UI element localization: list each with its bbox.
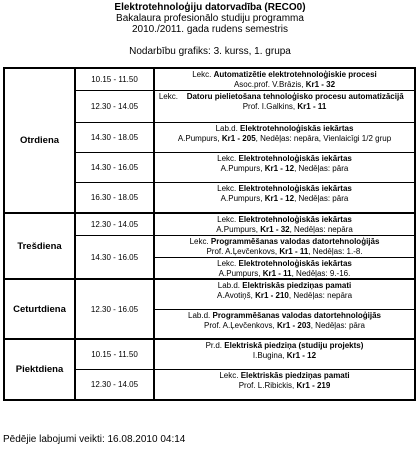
day-name: Trešdiena [5, 214, 76, 278]
class-type: Pr.d. [205, 341, 223, 350]
class-subject: Elektrotehnoloģiskās iekārtas [238, 154, 352, 163]
class-entry [155, 309, 414, 338]
class-room: Kr1 - 210 [255, 290, 289, 300]
semester: 2010./2011. gada rudens semestris [131, 24, 289, 35]
class-entry [155, 236, 414, 257]
class-room: Kr1 - 11 [279, 246, 309, 256]
class-weeks: , Nedēļas: pāra [310, 320, 365, 330]
slot-time: 16.30 - 18.05 [76, 183, 155, 212]
class-entry [155, 370, 414, 399]
time-slot [76, 340, 414, 370]
slot-time: 12.30 - 16.05 [76, 280, 155, 338]
class-entry [155, 91, 414, 122]
class-room: Kr1 - 32 [260, 224, 290, 234]
class-entry [155, 280, 414, 309]
class-weeks: , Nedēļas: nepāra [289, 224, 353, 234]
class-type: Lekc. [192, 70, 212, 79]
schedule-table [3, 67, 416, 401]
class-type: Lekc. [217, 184, 237, 193]
class-entry [155, 257, 414, 278]
class-room: Kr1 - 32 [305, 79, 336, 89]
class-room: Kr1 - 219 [296, 380, 331, 390]
class-type: Lekc. [219, 371, 239, 380]
time-slot [76, 123, 414, 153]
class-subject: Elektrotehnoloģiskās iekārtas [240, 124, 354, 133]
class-entry [155, 69, 414, 90]
class-weeks: , Nedēļas: 1.-8. [308, 246, 363, 256]
day-tuesday [5, 69, 414, 214]
class-lecturer: Prof. A.Ļevčenkovs, [206, 246, 278, 256]
class-type: Lab.d. [217, 281, 241, 290]
class-entry [155, 153, 414, 182]
slot-time: 12.30 - 14.05 [76, 370, 155, 399]
class-subject: Datoru pielietošana tehnoloģisko procesu automatizācijā [186, 92, 404, 101]
class-type: Lekc. [217, 215, 237, 224]
class-entry [155, 123, 414, 152]
slot-time: 12.30 - 14.05 [76, 91, 155, 122]
class-lecturer: I.Bugina, [252, 350, 285, 360]
class-subject: Automatizētie elektrotehnoloģiskie procesi [213, 70, 377, 79]
slot-time: 10.15 - 11.50 [76, 340, 155, 369]
time-slot [76, 370, 414, 399]
class-room: Kr1 - 12 [286, 350, 317, 360]
slot-time: 14.30 - 16.05 [76, 236, 155, 278]
day-name: Ceturtdiena [5, 280, 76, 338]
class-room: Kr1 - 12 [264, 193, 295, 203]
class-lecturer: Asoc.prof. V.Brāzis, [233, 79, 304, 89]
class-lecturer: A.Pumpurs, [218, 268, 261, 278]
class-subject: Elektrotehnoloģiskās iekārtas [238, 259, 352, 268]
day-name: Otrdiena [5, 69, 76, 212]
schedule-title: Elektrotehnoloģiju datorvadība (RECO0) [114, 2, 306, 13]
class-weeks: , Nedēļas: 9.-16. [291, 268, 351, 278]
time-slot [76, 91, 414, 123]
class-weeks: , Nedēļas: pāra [294, 163, 349, 173]
class-subject: Elektriskās piedziņas pamati [242, 281, 352, 290]
last-modified: Pēdējie labojumi veikti: 16.08.2010 04:14 [3, 434, 186, 445]
class-subject: Programmēšanas valodas datortehnoloģijās [212, 311, 381, 320]
class-lecturer: Prof. I.Galkins, [242, 101, 296, 111]
time-slot [76, 69, 414, 91]
slot-time: 14.30 - 16.05 [76, 153, 155, 182]
day-friday [5, 340, 414, 399]
class-subject: Programmēšanas valodas datortehnoloģijās [210, 237, 380, 246]
slot-time: 12.30 - 14.05 [76, 214, 155, 235]
class-lecturer: A.Avotiņš, [216, 290, 253, 300]
class-subject: Elektriskās piedziņas pamati [240, 371, 350, 380]
class-room: Kr1 - 203 [276, 320, 311, 330]
day-name: Piektdiena [5, 340, 76, 399]
class-room: Kr1 - 11 [297, 101, 327, 111]
class-entry [155, 183, 414, 212]
time-slot [76, 214, 414, 236]
class-lecturer: A.Pumpurs, [220, 163, 263, 173]
class-subject: Elektrotehnoloģiskās iekārtas [238, 215, 352, 224]
class-room: Kr1 - 11 [262, 268, 292, 278]
time-slot [76, 280, 414, 338]
class-room: Kr1 - 12 [264, 163, 295, 173]
class-subject: Elektriskā piedziņa (studiju projekts) [224, 341, 364, 350]
class-lecturer: A.Pumpurs, [177, 133, 220, 143]
class-lecturer: A.Pumpurs, [216, 224, 259, 234]
class-entry [155, 214, 414, 235]
class-subject: Elektrotehnoloģiskās iekārtas [238, 184, 352, 193]
class-type: Lab.d. [215, 124, 238, 133]
class-lecturer: Prof. A.Ļevčenkovs, [204, 320, 275, 330]
group-info: Nodarbību grafiks: 3. kurss, 1. grupa [129, 46, 291, 57]
class-lecturer: A.Pumpurs, [220, 193, 263, 203]
class-type: Lekc. [158, 92, 178, 101]
time-slot [76, 236, 414, 278]
class-type: Lekc. [217, 259, 237, 268]
program-name: Bakalaura profesionālo studiju programma [116, 13, 304, 24]
class-type: Lab.d. [188, 311, 211, 320]
class-weeks: , Nedēļas: nepāra, Vienlaicīgi 1/2 grup [255, 133, 392, 143]
time-slot [76, 183, 414, 212]
day-thursday [5, 280, 414, 340]
class-weeks: , Nedēļas: pāra [294, 193, 349, 203]
slot-time: 14.30 - 18.05 [76, 123, 155, 152]
class-type: Lekc. [189, 237, 209, 246]
day-wednesday [5, 214, 414, 280]
class-weeks: , Nedēļas: nepāra [288, 290, 353, 300]
time-slot [76, 153, 414, 183]
class-type: Lekc. [217, 154, 237, 163]
class-entry [155, 340, 414, 369]
class-lecturer: Prof. L.Ribickis, [238, 380, 295, 390]
slot-time: 10.15 - 11.50 [76, 69, 155, 90]
class-room: Kr1 - 205 [221, 133, 256, 143]
